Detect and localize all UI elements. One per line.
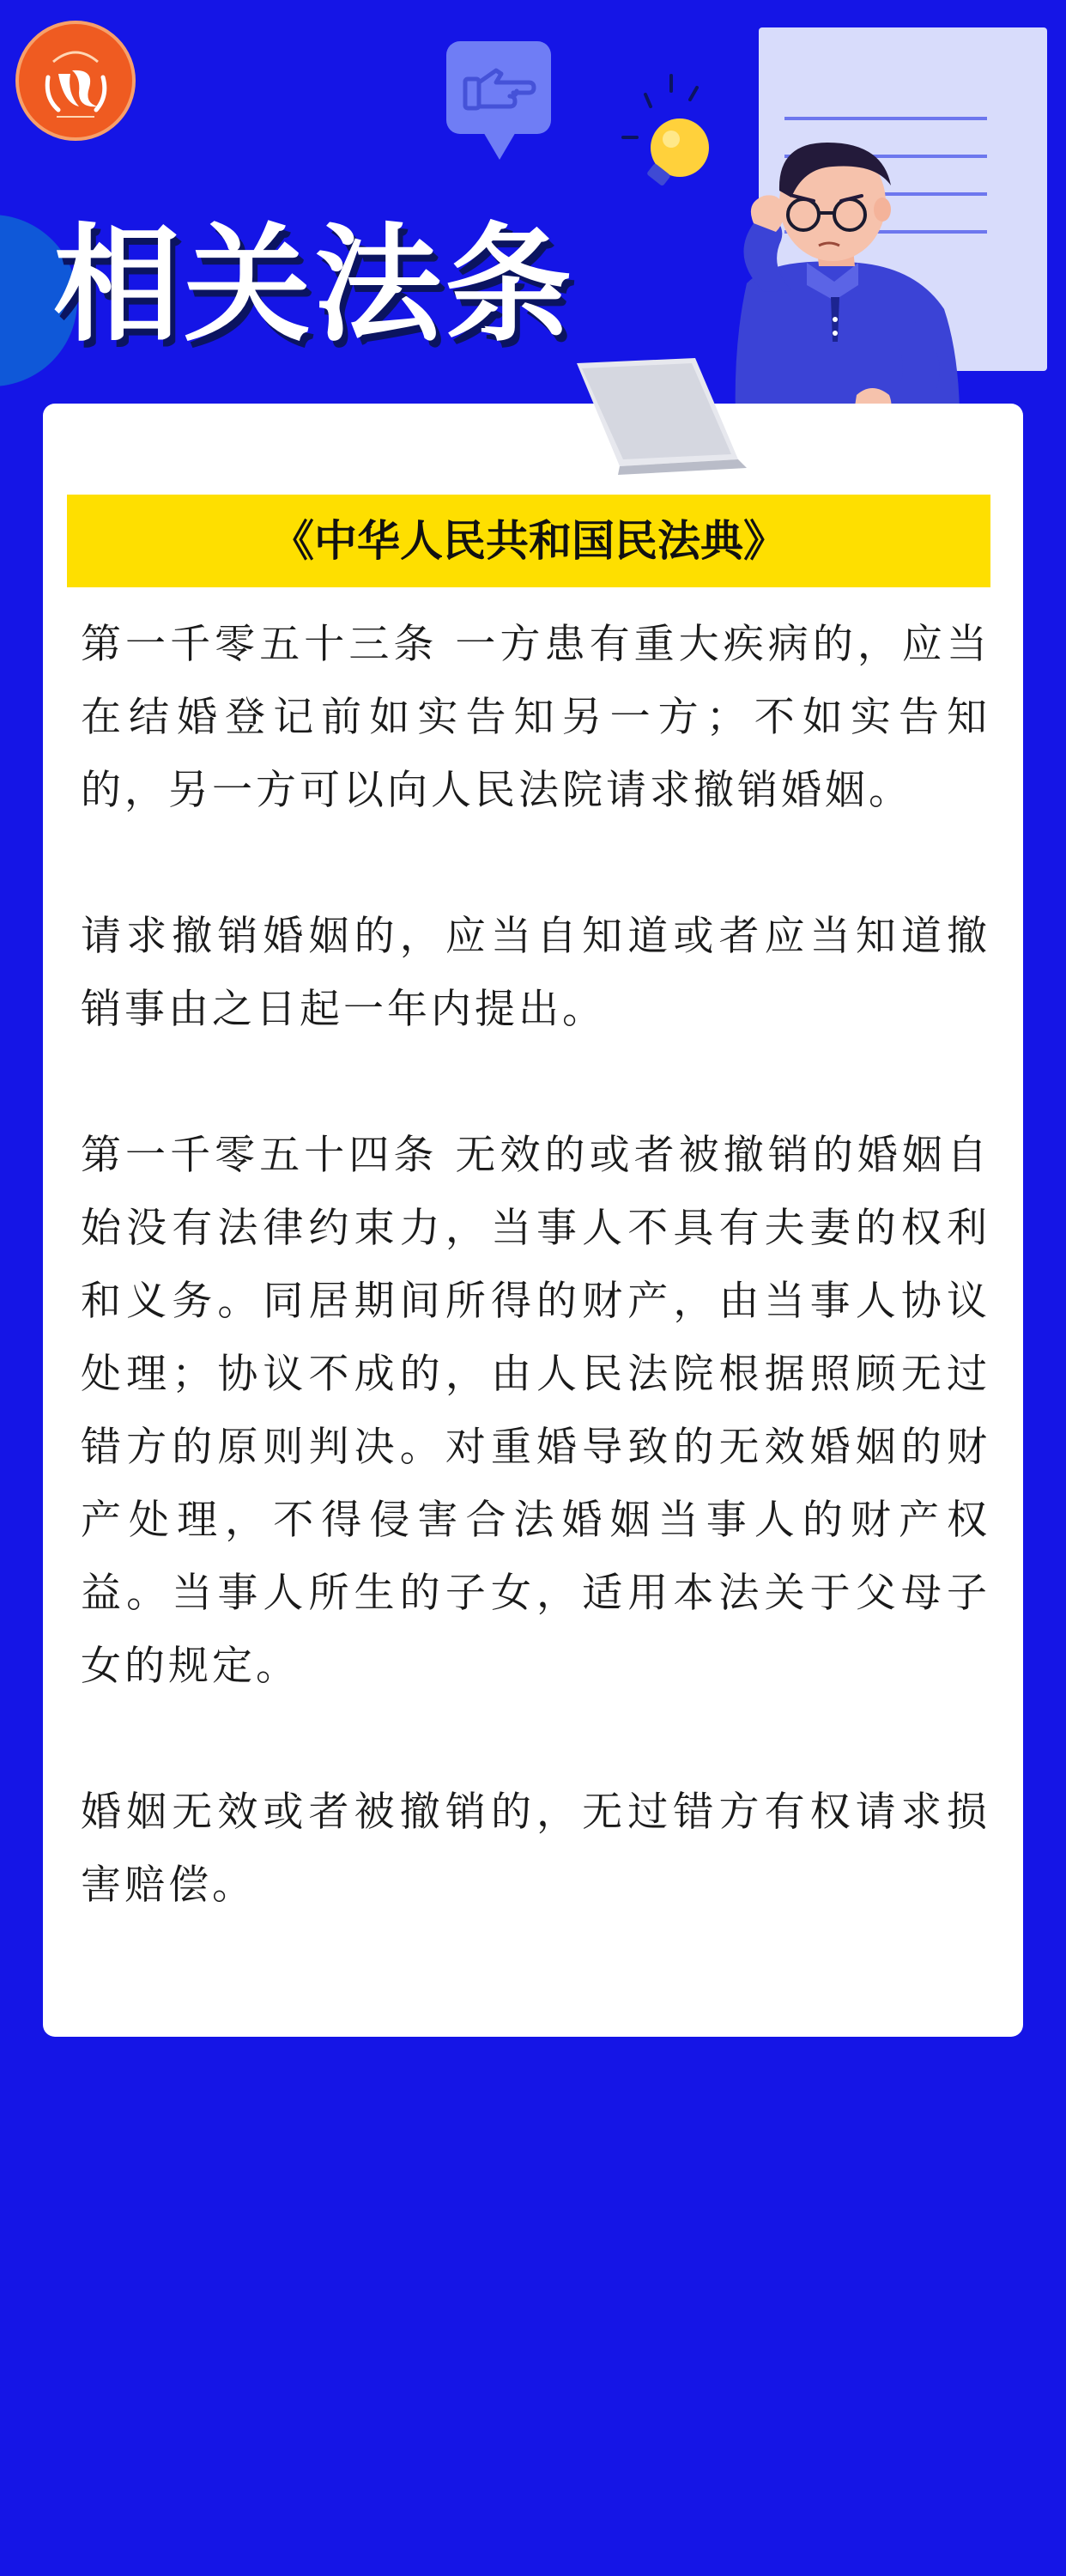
paper-line bbox=[784, 117, 987, 120]
article-text bbox=[81, 608, 990, 1922]
logo-emblem-icon bbox=[15, 21, 136, 141]
law-content-card bbox=[43, 404, 1023, 2037]
book-title-banner: 《中华人民共和国民法典》 bbox=[67, 495, 990, 587]
article-paragraph: 第一千零五十三条 一方患有重大疾病的，应当在结婚登记前如实告知另一方；不如实告知的，另一方可以向人民法院请求撤销婚姻。 bbox=[81, 621, 990, 814]
hand-card-tail bbox=[482, 131, 517, 160]
article-paragraph: 请求撤销婚姻的，应当自知道或者应当知道撤销事由之日起一年内提出。 bbox=[81, 913, 990, 1033]
laptop-icon bbox=[566, 356, 755, 480]
pointing-hand-icon bbox=[446, 41, 551, 134]
article-paragraph: 第一千零五十四条 无效的或者被撤销的婚姻自始没有法律约束力，当事人不具有夫妻的权利和义务。同居期间所得的财产，由当事人协议处理；协议不成的，由人民法院根据照顾无过错方的原则判决。对重婚导致的无效婚姻的财产处理，不得侵害合法婚姻当事人的财产权益。当事人所生的子女，适用本法关于父母子女的规定。 bbox=[81, 1132, 990, 1690]
page-title: 相关法条 bbox=[53, 211, 575, 359]
article-paragraph: 婚姻无效或者被撤销的，无过错方有权请求损害赔偿。 bbox=[81, 1789, 990, 1909]
